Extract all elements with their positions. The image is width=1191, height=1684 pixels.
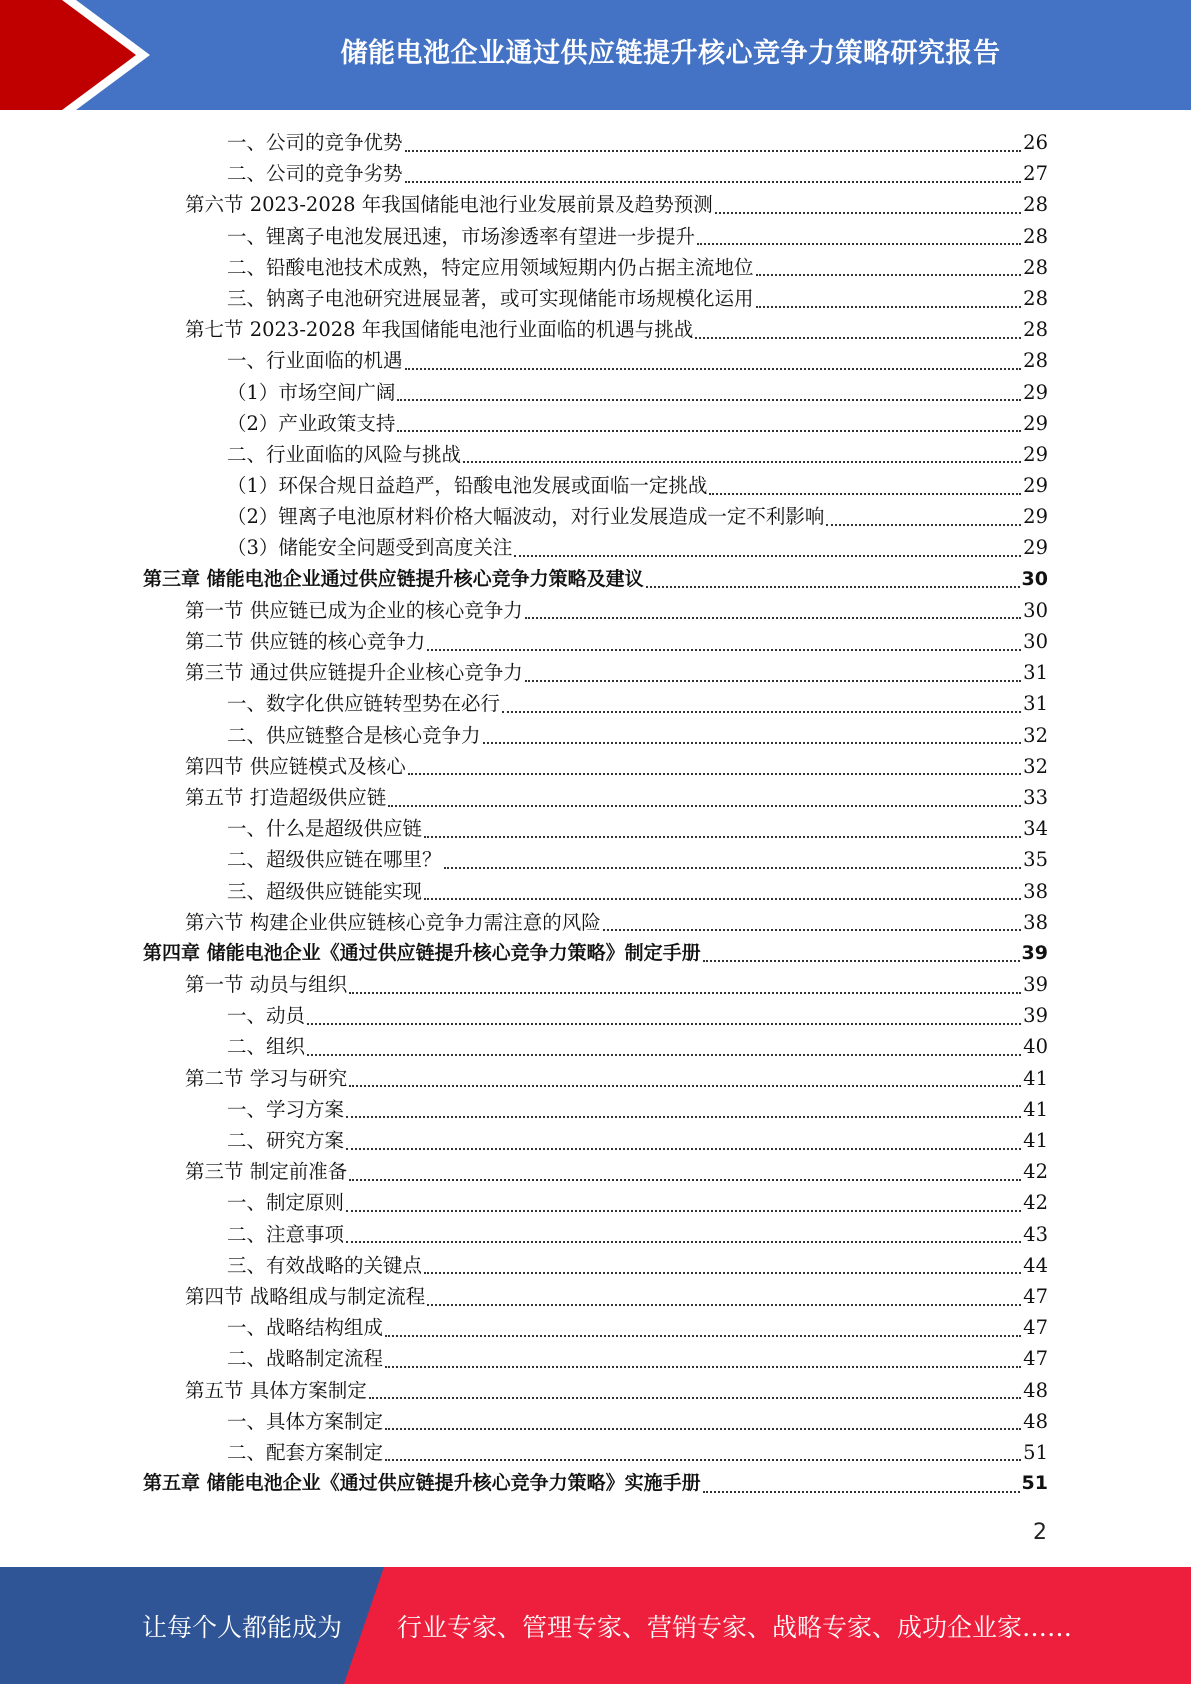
toc-dot-leader (424, 898, 1021, 900)
toc-entry[interactable] (0, 1281, 1048, 1312)
toc-entry[interactable] (0, 626, 1048, 657)
toc-entry[interactable] (0, 1094, 1048, 1125)
toc-entry-label: 二、行业面临的风险与挑战 (227, 442, 462, 466)
toc-entry-label: 一、锂离子电池发展迅速，市场渗透率有望进一步提升 (227, 224, 696, 248)
toc-dot-leader (709, 493, 1021, 495)
toc-entry-label: 一、制定原则 (227, 1191, 345, 1215)
toc-entry[interactable] (0, 158, 1048, 189)
toc-entry[interactable] (0, 1468, 1048, 1499)
toc-dot-leader (427, 649, 1021, 651)
toc-entry[interactable] (0, 221, 1048, 252)
toc-entry[interactable] (0, 595, 1048, 626)
footer-slogan-right: 行业专家、管理专家、营销专家、战略专家、成功企业家…… (397, 1612, 1073, 1642)
toc-dot-leader (695, 337, 1021, 339)
toc-dot-leader (405, 368, 1022, 370)
toc-entry-label: 第三章 储能电池企业通过供应链提升核心竞争力策略及建议 (143, 567, 644, 590)
toc-entry-label: 三、钠离子电池研究进展显著，或可实现储能市场规模化运用 (227, 286, 754, 310)
toc-dot-leader (349, 1179, 1021, 1181)
toc-entry-page: 29 (1023, 536, 1048, 560)
toc-entry-label: 三、有效战略的关键点 (227, 1253, 423, 1277)
toc-entry[interactable] (0, 532, 1048, 563)
toc-entry-label: 第三节 制定前准备 (185, 1160, 348, 1184)
toc-entry-label: 一、数字化供应链转型势在必行 (227, 692, 501, 716)
toc-dot-leader (444, 867, 1022, 869)
page-number: 2 (1033, 1520, 1047, 1545)
toc-entry[interactable] (0, 189, 1048, 220)
toc-entry-label: 第二节 学习与研究 (185, 1066, 348, 1090)
toc-entry[interactable] (0, 1437, 1048, 1468)
header-title: 储能电池企业通过供应链提升核心竞争力策略研究报告 (340, 37, 1001, 69)
toc-dot-leader (397, 399, 1021, 401)
toc-entry-page: 51 (1021, 1472, 1048, 1495)
toc-entry[interactable] (0, 1219, 1048, 1250)
toc-entry-page: 28 (1023, 349, 1048, 373)
toc-dot-leader (385, 1428, 1021, 1430)
toc-entry-label: （1）市场空间广阔 (227, 380, 396, 404)
toc-entry[interactable] (0, 1125, 1048, 1156)
toc-entry-page: 47 (1023, 1347, 1048, 1371)
toc-entry-page: 33 (1023, 785, 1048, 809)
footer-slogan-left: 让每个人都能成为 (142, 1612, 343, 1642)
toc-dot-leader (385, 1459, 1021, 1461)
toc-dot-leader (307, 1054, 1021, 1056)
toc-entry[interactable] (0, 688, 1048, 719)
toc-entry-page: 48 (1023, 1378, 1048, 1402)
toc-entry[interactable] (0, 283, 1048, 314)
table-of-contents (0, 127, 1191, 1499)
toc-entry-label: 第五节 打造超级供应链 (185, 785, 387, 809)
toc-dot-leader (756, 306, 1022, 308)
toc-entry-label: 第四章 储能电池企业《通过供应链提升核心竞争力策略》制定手册 (143, 941, 701, 964)
toc-dot-leader (424, 836, 1021, 838)
toc-entry-label: 第三节 通过供应链提升企业核心竞争力 (185, 661, 523, 685)
toc-entry-label: （2）产业政策支持 (227, 411, 396, 435)
toc-entry-label: 第七节 2023-2028 年我国储能电池行业面临的机遇与挑战 (185, 318, 694, 342)
toc-entry-label: 一、动员 (227, 1004, 306, 1028)
toc-entry[interactable] (0, 501, 1048, 532)
toc-dot-leader (349, 1085, 1021, 1087)
toc-dot-leader (525, 617, 1021, 619)
toc-entry-page: 38 (1023, 910, 1048, 934)
toc-dot-leader (346, 1116, 1021, 1118)
toc-entry-page: 41 (1023, 1066, 1048, 1090)
toc-dot-leader (424, 1272, 1021, 1274)
toc-dot-leader (385, 1335, 1021, 1337)
toc-entry-page: 27 (1023, 162, 1048, 186)
toc-entry-label: 第二节 供应链的核心竞争力 (185, 630, 426, 653)
toc-entry-label: 二、组织 (227, 1035, 306, 1059)
toc-dot-leader (397, 430, 1021, 432)
toc-entry[interactable] (0, 1312, 1048, 1343)
toc-entry[interactable] (0, 1343, 1048, 1374)
toc-entry-page: 26 (1023, 131, 1048, 154)
toc-entry-page: 30 (1021, 567, 1048, 590)
toc-entry[interactable] (0, 813, 1048, 844)
toc-entry[interactable] (0, 876, 1048, 907)
toc-dot-leader (514, 555, 1021, 557)
toc-entry[interactable] (0, 1000, 1048, 1031)
toc-entry-page: 51 (1023, 1440, 1048, 1464)
toc-dot-leader (756, 274, 1022, 276)
toc-entry[interactable] (0, 969, 1048, 1000)
toc-entry[interactable] (0, 1375, 1048, 1406)
toc-entry[interactable] (0, 907, 1048, 938)
toc-entry-page: 29 (1023, 411, 1048, 435)
toc-entry-page: 28 (1023, 193, 1048, 217)
toc-entry[interactable] (0, 252, 1048, 283)
toc-entry-page: 29 (1023, 442, 1048, 466)
toc-entry-page: 30 (1023, 630, 1048, 653)
toc-entry-label: （2）锂离子电池原材料价格大幅波动，对行业发展造成一定不利影响 (227, 505, 825, 529)
toc-dot-leader (703, 1491, 1020, 1493)
toc-entry-page: 40 (1023, 1035, 1048, 1059)
toc-dot-leader (346, 1241, 1021, 1243)
toc-entry[interactable] (0, 1406, 1048, 1437)
page-header (0, 0, 1191, 110)
toc-entry-page: 28 (1023, 318, 1048, 342)
toc-entry-page: 41 (1023, 1129, 1048, 1152)
toc-entry-page: 48 (1023, 1409, 1048, 1433)
toc-entry-label: 第四节 战略组成与制定流程 (185, 1284, 426, 1308)
toc-dot-leader (525, 680, 1021, 682)
toc-dot-leader (349, 992, 1021, 994)
toc-entry-page: 39 (1023, 973, 1048, 997)
toc-entry[interactable] (0, 377, 1048, 408)
toc-entry[interactable] (0, 1187, 1048, 1218)
toc-entry[interactable] (0, 751, 1048, 782)
toc-dot-leader (826, 524, 1021, 526)
toc-dot-leader (307, 1023, 1021, 1025)
toc-dot-leader (703, 960, 1020, 962)
toc-entry[interactable] (0, 657, 1048, 688)
toc-entry-label: 一、学习方案 (227, 1097, 345, 1121)
toc-entry-label: 第四节 供应链模式及核心 (185, 754, 406, 778)
toc-dot-leader (483, 742, 1022, 744)
toc-entry-label: 一、公司的竞争优势 (227, 131, 403, 154)
toc-dot-leader (603, 929, 1021, 931)
toc-entry-page: 39 (1023, 1004, 1048, 1028)
toc-dot-leader (346, 1148, 1021, 1150)
toc-entry[interactable] (0, 720, 1048, 751)
toc-dot-leader (369, 1397, 1021, 1399)
toc-entry-label: 第五节 具体方案制定 (185, 1378, 367, 1402)
toc-entry[interactable] (0, 1156, 1048, 1187)
toc-entry-page: 35 (1023, 848, 1048, 872)
toc-entry-page: 34 (1023, 817, 1048, 841)
toc-entry[interactable] (0, 844, 1048, 875)
toc-entry-page: 29 (1023, 380, 1048, 404)
toc-entry-label: （1）环保合规日益趋严，铅酸电池发展或面临一定挑战 (227, 474, 708, 498)
toc-entry-page: 42 (1023, 1160, 1048, 1184)
toc-entry-label: 三、超级供应链能实现 (227, 879, 423, 903)
toc-entry-label: 二、供应链整合是核心竞争力 (227, 723, 481, 747)
toc-entry-page: 42 (1023, 1191, 1048, 1215)
toc-entry-label: 一、行业面临的机遇 (227, 349, 403, 373)
toc-entry[interactable] (0, 314, 1048, 345)
toc-entry-page: 32 (1023, 723, 1048, 747)
toc-entry-label: 二、研究方案 (227, 1129, 345, 1152)
toc-entry-label: 二、铅酸电池技术成熟，特定应用领域短期内仍占据主流地位 (227, 255, 754, 279)
toc-dot-leader (405, 181, 1022, 183)
toc-entry[interactable] (0, 127, 1048, 158)
toc-entry[interactable] (0, 1063, 1048, 1094)
toc-entry-page: 29 (1023, 474, 1048, 498)
toc-entry[interactable] (0, 938, 1048, 969)
toc-dot-leader (697, 243, 1021, 245)
toc-entry[interactable] (0, 470, 1048, 501)
toc-entry-label: 二、公司的竞争劣势 (227, 162, 403, 186)
toc-entry[interactable] (0, 1031, 1048, 1062)
toc-entry-page: 44 (1023, 1253, 1048, 1277)
toc-entry-label: 一、战略结构组成 (227, 1316, 384, 1340)
header-chevron-icon (0, 0, 160, 110)
toc-entry-page: 28 (1023, 255, 1048, 279)
toc-entry-page: 28 (1023, 224, 1048, 248)
toc-entry-page: 47 (1023, 1284, 1048, 1308)
toc-entry-label: 第六节 2023-2028 年我国储能电池行业发展前景及趋势预测 (185, 193, 713, 217)
toc-dot-leader (385, 1366, 1021, 1368)
toc-entry-label: 二、注意事项 (227, 1222, 345, 1246)
toc-dot-leader (502, 711, 1021, 713)
toc-entry[interactable] (0, 782, 1048, 813)
toc-entry-label: （3）储能安全问题受到高度关注 (227, 536, 513, 560)
toc-dot-leader (715, 212, 1021, 214)
toc-entry[interactable] (0, 345, 1048, 376)
toc-entry-label: 第六节 构建企业供应链核心竞争力需注意的风险 (185, 910, 601, 934)
toc-entry-label: 二、配套方案制定 (227, 1440, 384, 1464)
toc-dot-leader (427, 1304, 1021, 1306)
toc-entry[interactable] (0, 439, 1048, 470)
page-footer (0, 1567, 1191, 1684)
toc-entry-label: 二、超级供应链在哪里？ (227, 848, 442, 872)
toc-entry-page: 30 (1023, 598, 1048, 622)
toc-entry-page: 39 (1021, 941, 1048, 964)
toc-dot-leader (405, 150, 1022, 152)
toc-entry[interactable] (0, 408, 1048, 439)
toc-entry[interactable] (0, 564, 1048, 595)
toc-dot-leader (346, 1210, 1021, 1212)
toc-entry-page: 38 (1023, 879, 1048, 903)
toc-entry-page: 41 (1023, 1097, 1048, 1121)
toc-entry-page: 47 (1023, 1316, 1048, 1340)
toc-dot-leader (646, 586, 1020, 588)
toc-entry-label: 第五章 储能电池企业《通过供应链提升核心竞争力策略》实施手册 (143, 1472, 701, 1495)
toc-entry-page: 31 (1023, 692, 1048, 716)
toc-entry-page: 29 (1023, 505, 1048, 529)
toc-entry-label: 二、战略制定流程 (227, 1347, 384, 1371)
toc-entry-page: 43 (1023, 1222, 1048, 1246)
toc-entry-label: 一、什么是超级供应链 (227, 817, 423, 841)
toc-dot-leader (408, 773, 1021, 775)
toc-entry-label: 一、具体方案制定 (227, 1409, 384, 1433)
toc-dot-leader (463, 461, 1021, 463)
toc-dot-leader (388, 805, 1021, 807)
toc-entry-label: 第一节 动员与组织 (185, 973, 348, 997)
toc-entry-page: 32 (1023, 754, 1048, 778)
toc-entry-page: 28 (1023, 286, 1048, 310)
toc-entry-page: 31 (1023, 661, 1048, 685)
toc-entry[interactable] (0, 1250, 1048, 1281)
toc-entry-label: 第一节 供应链已成为企业的核心竞争力 (185, 598, 523, 622)
